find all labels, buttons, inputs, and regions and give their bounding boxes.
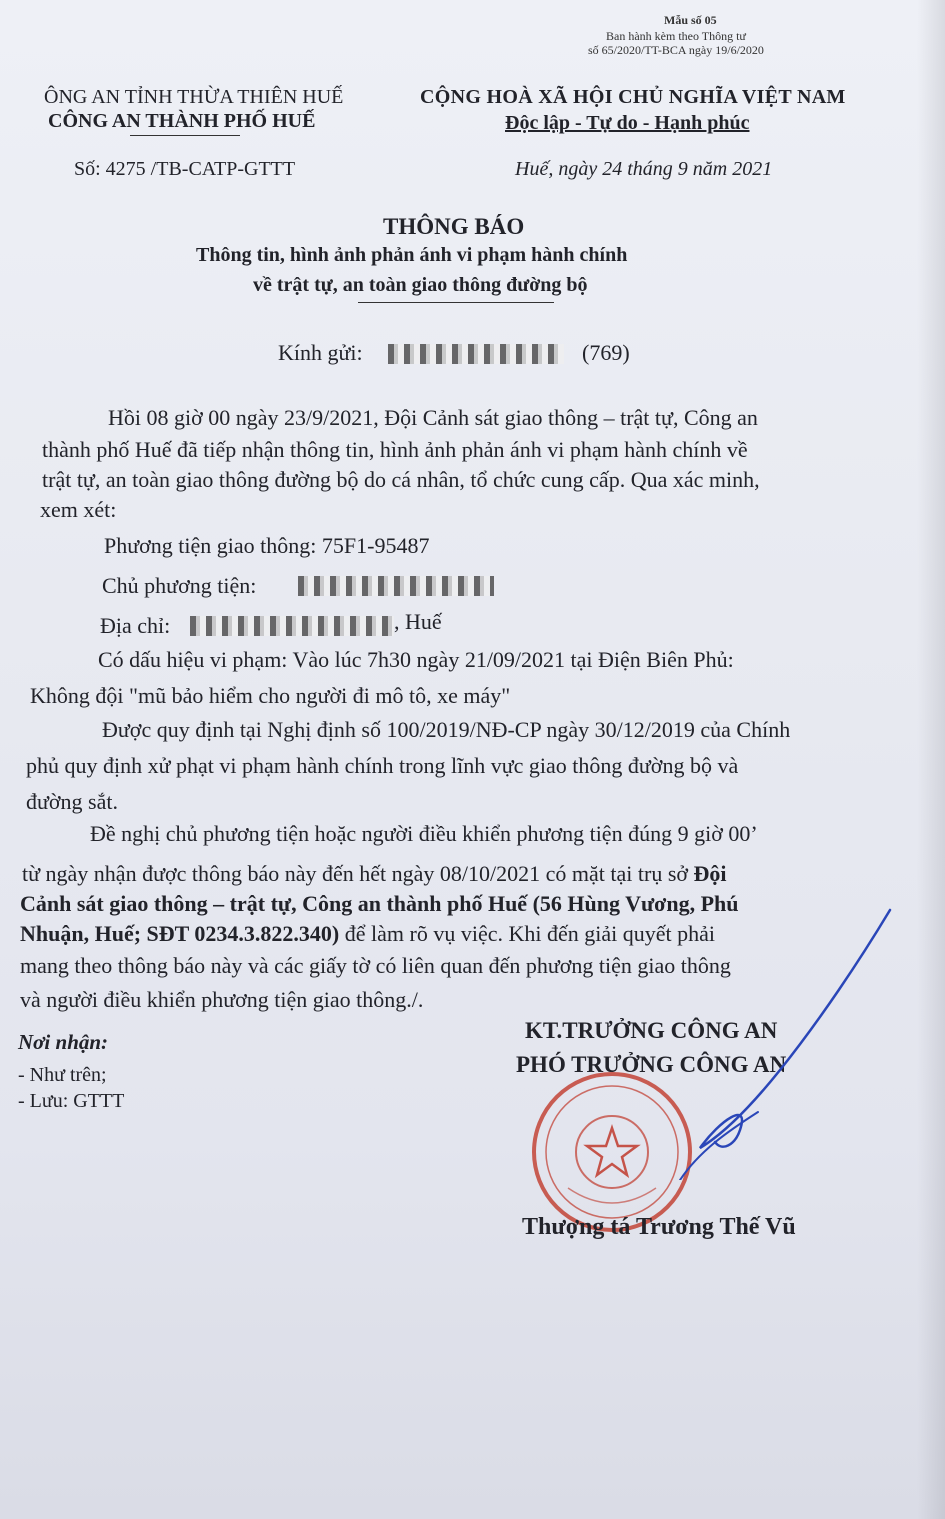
notice-subtitle-line2: về trật tự, an toàn giao thông đường bộ: [253, 274, 588, 296]
recipients-item1: - Như trên;: [18, 1064, 107, 1086]
request-line2-bold: Đội: [693, 861, 727, 886]
recipients-title: Nơi nhận:: [18, 1030, 109, 1054]
redacted-recipient-name: [388, 344, 564, 364]
signature-title-line2: PHÓ TRƯỞNG CÔNG AN: [516, 1052, 787, 1077]
notice-title: THÔNG BÁO: [383, 214, 525, 239]
request-line5: mang theo thông báo này và các giấy tờ có liên quan đến phương tiện giao thông: [20, 953, 731, 978]
address-city: , Huế: [394, 609, 442, 634]
form-issued-line1: Ban hành kèm theo Thông tư: [606, 29, 746, 43]
request-line4-bold: Nhuận, Huế; SĐT 0234.3.822.340): [20, 921, 340, 946]
page-edge-shadow: [917, 0, 945, 1519]
agency-line2: CÔNG AN THÀNH PHỐ HUẾ: [48, 110, 316, 132]
body-p1-line2: thành phố Huế đã tiếp nhận thông tin, hình ảnh phản ánh vi phạm hành chính về: [42, 437, 748, 462]
star-emblem-icon: [587, 1128, 637, 1175]
recipient-suffix: (769): [582, 340, 630, 365]
form-issued-line2: số 65/2020/TT-BCA ngày 19/6/2020: [588, 43, 764, 57]
vehicle-plate: Phương tiện giao thông: 75F1-95487: [104, 533, 430, 558]
form-number: Mẫu số 05: [664, 13, 717, 27]
request-line1: Đề nghị chủ phương tiện hoặc người điều khiển phương tiện đúng 9 giờ 00’: [90, 821, 758, 846]
body-p1-line3: trật tự, an toàn giao thông đường bộ do cá nhân, tổ chức cung cấp. Qua xác minh,: [42, 467, 760, 492]
signer-name: Thượng tá Trương Thế Vũ: [522, 1214, 796, 1240]
handwritten-signature: [660, 880, 920, 1180]
request-line3: Cảnh sát giao thông – trật tự, Công an thành phố Huế (56 Hùng Vương, Phú: [20, 891, 739, 916]
title-underline: [358, 302, 554, 303]
violation-line2: Không đội "mũ bảo hiểm cho người đi mô tô, xe máy": [30, 683, 511, 708]
recipients-item2: - Lưu: GTTT: [18, 1090, 125, 1112]
decree-line2: phủ quy định xử phạt vi phạm hành chính trong lĩnh vực giao thông đường bộ và: [26, 753, 739, 778]
signature-title-line1: KT.TRƯỞNG CÔNG AN: [525, 1018, 778, 1043]
decree-line1: Được quy định tại Nghị định số 100/2019/NĐ-CP ngày 30/12/2019 của Chính: [102, 717, 791, 742]
request-line2-text: từ ngày nhận được thông báo này đến hết ngày 08/10/2021 có mặt tại trụ sở: [22, 861, 694, 886]
nation-motto: Độc lập - Tự do - Hạnh phúc: [505, 112, 750, 134]
request-line6: và người điều khiển phương tiện giao thông./.: [20, 987, 424, 1012]
redacted-address: [190, 616, 394, 636]
request-line2: [22, 858, 727, 889]
body-p1-line4: xem xét:: [40, 497, 117, 522]
owner-label: Chủ phương tiện:: [102, 573, 257, 598]
document-number: Số: 4275 /TB-CATP-GTTT: [74, 158, 296, 180]
agency-underline: [130, 135, 240, 136]
redacted-owner-name: [298, 576, 494, 596]
violation-line1: Có dấu hiệu vi phạm: Vào lúc 7h30 ngày 21/09/2021 tại Điện Biên Phủ:: [98, 647, 734, 672]
recipient-label: Kính gửi:: [278, 340, 363, 365]
nation-title: CỘNG HOÀ XÃ HỘI CHỦ NGHĨA VIỆT NAM: [420, 86, 846, 108]
body-p1-line1: Hồi 08 giờ 00 ngày 23/9/2021, Đội Cảnh sát giao thông – trật tự, Công an: [108, 405, 758, 430]
request-line4-text: để làm rõ vụ việc. Khi đến giải quyết phải: [339, 921, 715, 946]
request-line4: [20, 918, 715, 949]
decree-line3: đường sắt.: [26, 789, 118, 814]
agency-line1: ÔNG AN TỈNH THỪA THIÊN HUẾ: [44, 86, 344, 108]
address-label: Địa chỉ:: [100, 613, 171, 638]
document-date: Huế, ngày 24 tháng 9 năm 2021: [515, 158, 773, 180]
notice-subtitle-line1: Thông tin, hình ảnh phản ánh vi phạm hành chính: [196, 244, 628, 266]
